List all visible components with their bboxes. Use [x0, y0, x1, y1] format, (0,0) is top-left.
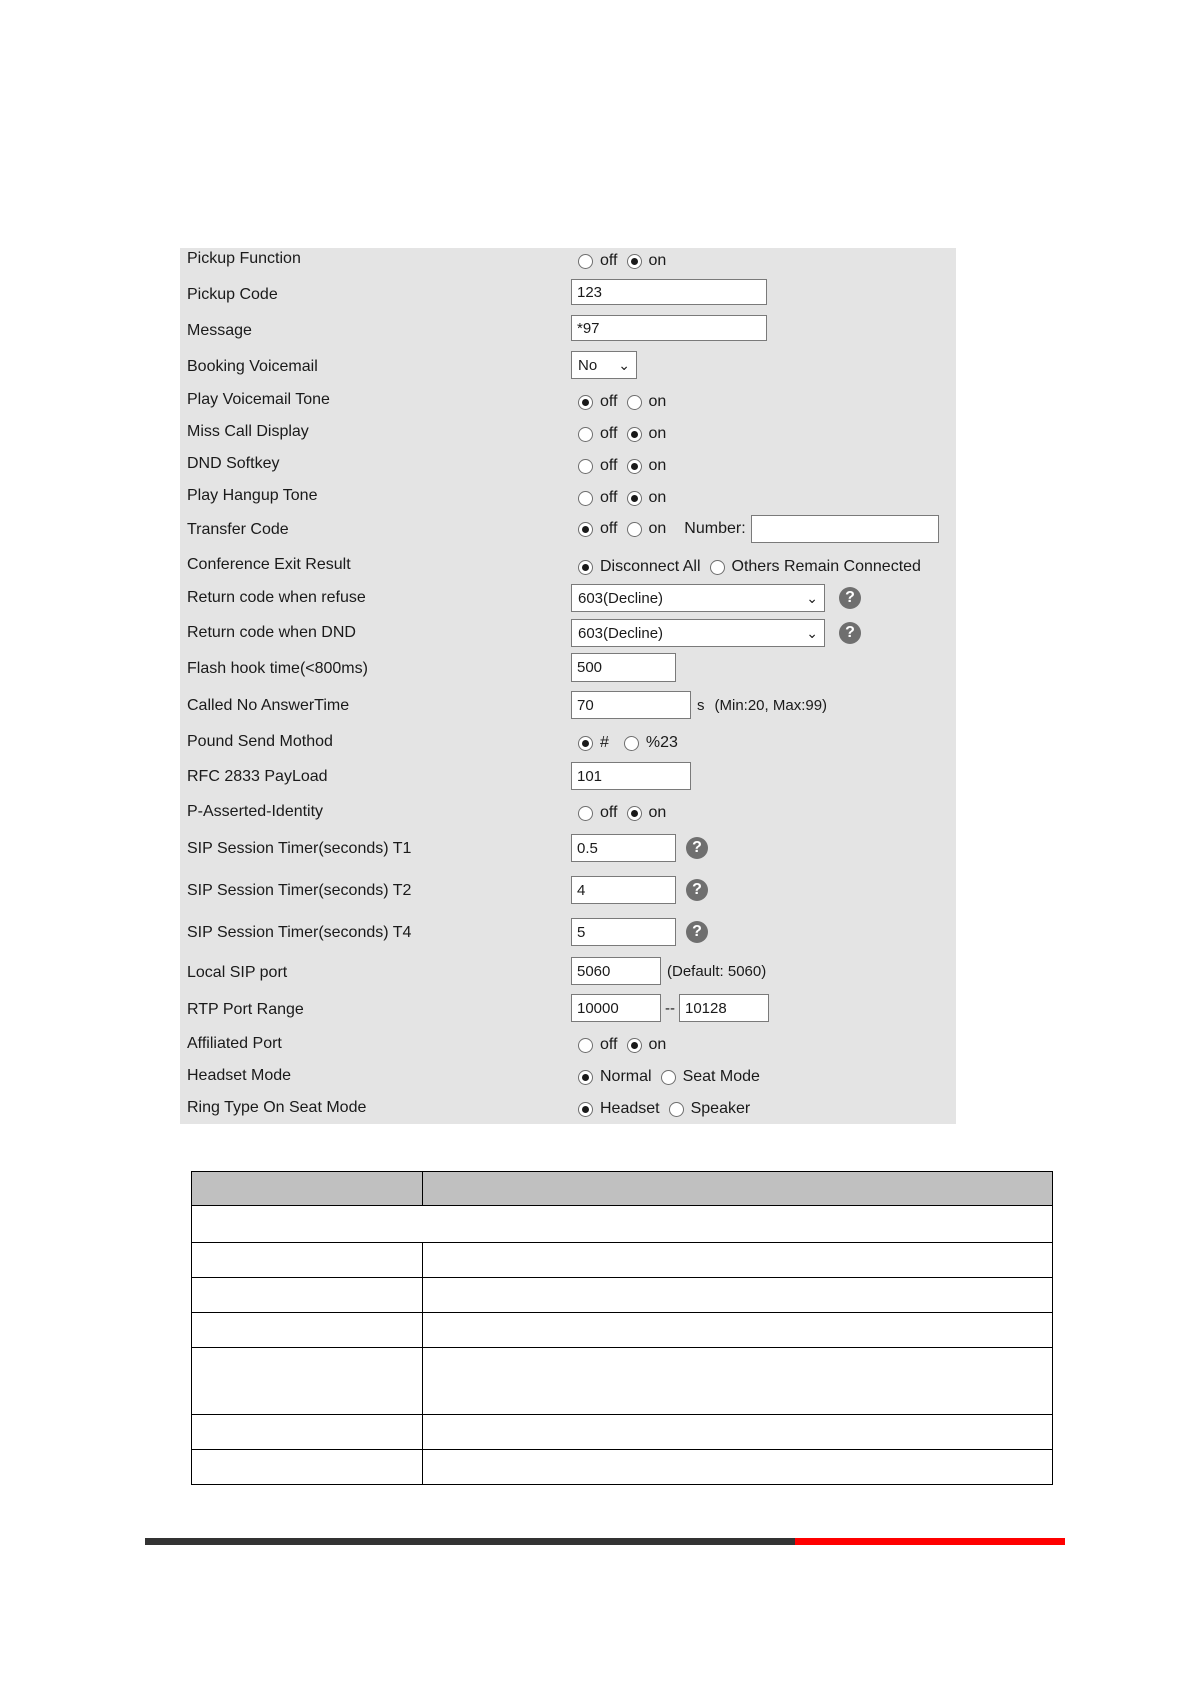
pickup-code-label: Pickup Code — [187, 286, 278, 303]
play-hangup-tone-on-radio[interactable] — [627, 491, 642, 506]
pound-hash-label: # — [600, 734, 609, 751]
table-row — [192, 1278, 1053, 1313]
play-hangup-tone-off-label: off — [600, 489, 618, 506]
help-icon[interactable]: ? — [686, 879, 708, 901]
local-sip-port-default: (Default: 5060) — [667, 962, 767, 980]
table-cell — [192, 1450, 423, 1485]
conference-disconnect-all-label: Disconnect All — [600, 558, 701, 575]
play-voicemail-tone-on-radio[interactable] — [627, 395, 642, 410]
p-asserted-identity-on-label: on — [648, 804, 667, 821]
table-cell — [192, 1348, 423, 1415]
table-header-cell — [423, 1172, 1053, 1206]
transfer-code-off-label: off — [600, 520, 618, 537]
affiliated-port-off-radio[interactable] — [578, 1038, 593, 1053]
dnd-softkey-label: DND Softkey — [187, 455, 280, 472]
miss-call-display-label: Miss Call Display — [187, 423, 309, 440]
sip-timer-t1-label: SIP Session Timer(seconds) T1 — [187, 840, 412, 857]
affiliated-port-off-label: off — [600, 1036, 618, 1053]
dnd-softkey-off-radio[interactable] — [578, 459, 593, 474]
rtp-port-range-label: RTP Port Range — [187, 1001, 304, 1018]
rtp-port-start-input[interactable] — [571, 994, 661, 1022]
chevron-down-icon: ⌄ — [806, 625, 818, 641]
transfer-code-on-label: on — [648, 520, 667, 537]
pickup-code-input[interactable] — [571, 279, 767, 305]
return-code-dnd-select[interactable] — [571, 619, 825, 647]
table-header-cell — [192, 1172, 423, 1206]
table-cell — [192, 1415, 423, 1450]
return-code-refuse-label: Return code when refuse — [187, 589, 366, 606]
play-voicemail-tone-label: Play Voicemail Tone — [187, 391, 330, 408]
play-voicemail-tone-on-label: on — [648, 393, 667, 410]
pound-hash-radio[interactable] — [578, 736, 593, 751]
table-cell — [192, 1313, 423, 1348]
p-asserted-identity-off-radio[interactable] — [578, 806, 593, 821]
p-asserted-identity-on-radio[interactable] — [627, 806, 642, 821]
pound-23-radio[interactable] — [624, 736, 639, 751]
table-row — [192, 1348, 1053, 1415]
called-no-answer-unit: s — [697, 696, 705, 714]
chevron-down-icon: ⌄ — [806, 590, 818, 606]
ring-type-headset-radio[interactable] — [578, 1102, 593, 1117]
conference-others-remain-radio[interactable] — [710, 560, 725, 575]
table-cell — [423, 1278, 1053, 1313]
table-cell — [423, 1415, 1053, 1450]
miss-call-display-off-label: off — [600, 425, 618, 442]
transfer-code-off-radio[interactable] — [578, 522, 593, 537]
booking-voicemail-label: Booking Voicemail — [187, 358, 318, 375]
return-code-refuse-select[interactable] — [571, 584, 825, 612]
table-cell — [423, 1348, 1053, 1415]
return-code-refuse-value: 603(Decline) — [578, 589, 664, 607]
table-cell — [192, 1243, 423, 1278]
pickup-function-off-radio[interactable] — [578, 254, 593, 269]
transfer-code-label: Transfer Code — [187, 521, 289, 538]
miss-call-display-off-radio[interactable] — [578, 427, 593, 442]
headset-mode-label: Headset Mode — [187, 1067, 292, 1084]
sip-timer-t2-label: SIP Session Timer(seconds) T2 — [187, 882, 412, 899]
rtp-port-separator: -- — [665, 999, 675, 1017]
table-row — [192, 1243, 1053, 1278]
affiliated-port-on-label: on — [648, 1036, 667, 1053]
play-voicemail-tone-off-label: off — [600, 393, 618, 410]
ring-type-headset-label: Headset — [600, 1100, 660, 1117]
table-section-row — [192, 1206, 1053, 1243]
sip-timer-t2-input[interactable] — [571, 876, 676, 904]
settings-panel — [180, 248, 956, 1124]
dnd-softkey-off-label: off — [600, 457, 618, 474]
transfer-number-input[interactable] — [751, 515, 939, 543]
pound-send-method-label: Pound Send Mothod — [187, 733, 333, 750]
conference-exit-result-label: Conference Exit Result — [187, 556, 351, 573]
table-cell — [192, 1278, 423, 1313]
pickup-function-label: Pickup Function — [187, 250, 301, 267]
ring-type-speaker-radio[interactable] — [669, 1102, 684, 1117]
conference-disconnect-all-radio[interactable] — [578, 560, 593, 575]
play-hangup-tone-on-label: on — [648, 489, 667, 506]
local-sip-port-input[interactable] — [571, 957, 661, 985]
p-asserted-identity-label: P-Asserted-Identity — [187, 803, 324, 820]
chevron-down-icon: ⌄ — [618, 357, 630, 373]
affiliated-port-label: Affiliated Port — [187, 1035, 282, 1052]
ring-type-seat-mode-label: Ring Type On Seat Mode — [187, 1099, 367, 1116]
headset-mode-seat-label: Seat Mode — [682, 1068, 760, 1085]
message-input[interactable] — [571, 315, 767, 341]
booking-voicemail-value: No — [578, 356, 598, 374]
rtp-port-end-input[interactable] — [679, 994, 769, 1022]
transfer-code-on-radio[interactable] — [627, 522, 642, 537]
ring-type-speaker-label: Speaker — [690, 1100, 751, 1117]
rfc2833-payload-label: RFC 2833 PayLoad — [187, 768, 328, 785]
table-section-cell — [192, 1206, 1053, 1243]
table-cell — [423, 1450, 1053, 1485]
flash-hook-time-input[interactable] — [571, 653, 676, 682]
sip-timer-t4-input[interactable] — [571, 918, 676, 946]
dnd-softkey-on-radio[interactable] — [627, 459, 642, 474]
table-row — [192, 1415, 1053, 1450]
headset-mode-seat-radio[interactable] — [661, 1070, 676, 1085]
called-no-answer-range: (Min:20, Max:99) — [714, 696, 828, 714]
help-icon[interactable]: ? — [686, 837, 708, 859]
return-code-dnd-label: Return code when DND — [187, 624, 356, 641]
dnd-softkey-on-label: on — [648, 457, 667, 474]
help-icon[interactable]: ? — [686, 921, 708, 943]
message-label: Message — [187, 322, 252, 339]
pickup-function-on-label: on — [648, 252, 667, 269]
sip-timer-t1-input[interactable] — [571, 834, 676, 862]
miss-call-display-on-label: on — [648, 425, 667, 442]
headset-mode-normal-label: Normal — [600, 1068, 652, 1085]
called-no-answer-time-input[interactable] — [571, 691, 691, 719]
table-cell — [423, 1313, 1053, 1348]
help-icon[interactable]: ? — [839, 622, 861, 644]
sip-timer-t4-label: SIP Session Timer(seconds) T4 — [187, 924, 412, 941]
miss-call-display-on-radio[interactable] — [627, 427, 642, 442]
headset-mode-normal-radio[interactable] — [578, 1070, 593, 1085]
local-sip-port-label: Local SIP port — [187, 964, 288, 981]
affiliated-port-on-radio[interactable] — [627, 1038, 642, 1053]
footer-bar-red — [795, 1538, 1065, 1545]
table-row — [192, 1450, 1053, 1485]
play-hangup-tone-off-radio[interactable] — [578, 491, 593, 506]
parameter-table — [191, 1171, 1053, 1485]
play-voicemail-tone-off-radio[interactable] — [578, 395, 593, 410]
p-asserted-identity-off-label: off — [600, 804, 618, 821]
pickup-function-on-radio[interactable] — [627, 254, 642, 269]
play-hangup-tone-label: Play Hangup Tone — [187, 487, 318, 504]
pickup-function-off-label: off — [600, 252, 618, 269]
footer-bar-dark — [145, 1538, 795, 1545]
pound-23-label: %23 — [645, 734, 678, 751]
table-header-row — [192, 1172, 1053, 1206]
transfer-number-label: Number: — [684, 520, 746, 537]
called-no-answer-time-label: Called No AnswerTime — [187, 697, 350, 714]
table-row — [192, 1313, 1053, 1348]
flash-hook-time-label: Flash hook time(<800ms) — [187, 660, 368, 677]
help-icon[interactable]: ? — [839, 587, 861, 609]
table-cell — [423, 1243, 1053, 1278]
return-code-dnd-value: 603(Decline) — [578, 624, 664, 642]
conference-others-remain-label: Others Remain Connected — [731, 558, 921, 575]
rfc2833-payload-input[interactable] — [571, 762, 691, 790]
booking-voicemail-select[interactable] — [571, 351, 637, 379]
